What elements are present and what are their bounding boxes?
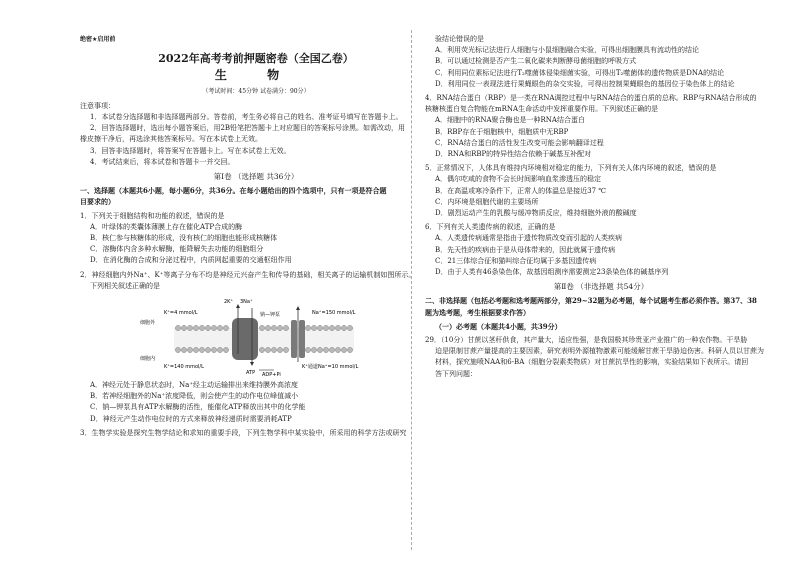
label-na-out: Na⁺=150 mmol/L — [312, 310, 356, 317]
k-channel-right — [299, 320, 305, 358]
label-k-out: K⁺=4 mmol/L — [164, 310, 198, 317]
part2-intro-cont: 题为选考题，考生根据要求作答） — [425, 307, 530, 317]
label-channel: K⁺通道 — [302, 364, 318, 371]
label-pump: 钠—钾泵 — [260, 312, 281, 319]
phospholipid-heads-top — [175, 325, 352, 330]
membrane-diagram — [138, 294, 378, 378]
exam-title: 2022年高考考前押题密卷（全国乙卷） — [158, 52, 354, 66]
q3-stem: 3．生物学实验是探究生物学结论和求知的重要手段，下列生物学科中某实验中，所采用的科学方法或研究 — [80, 428, 407, 437]
q4-option-d: D．RNA和RBP的特异性结合依赖于碱基互补配对 — [435, 150, 592, 159]
q3-option-a: A．利用荧光标记法进行人细胞与小鼠细胞融合实验，可得出细胞膜具有流动性的结论 — [435, 46, 700, 55]
label-k-in: K⁺=140 mmol/L — [164, 364, 204, 371]
label-2k: 2K⁺ — [224, 299, 234, 306]
q1-option-c: C．溶酶体内含多种水解酶，能降解失去功能的细胞组分 — [90, 245, 264, 254]
sodium-potassium-pump — [232, 318, 258, 360]
q5-option-a: A．偶尔吃咸的食物不会长时间影响血浆渗透压的稳定 — [435, 175, 602, 184]
subject-title: 生 物 — [214, 68, 298, 83]
part2-title: 第Ⅱ卷 （非选择题 共54分） — [553, 282, 649, 292]
label-na-in: Na⁺=10 mmol/L — [318, 364, 359, 371]
part1-title: 第Ⅰ卷 （选择题 共36分） — [213, 172, 299, 182]
part2-intro: 二、非选择题（包括必考题和选考题两部分，第29~32题为必考题，每个试题考生都必须作答。第37、38 — [425, 296, 757, 306]
note-item: 2．回答选择题时，选出每小题答案后，用2B铅笔把答题卡上对应题目的答案标号涂黑。如需改动，用 — [90, 124, 406, 133]
q4-option-b: B．RBP存在于细胞核中，细胞质中无RBP — [435, 127, 569, 136]
q29-line: 迫是限制甘蔗产量提高的主要因素，研究表明外源植物激素可能缓解甘蔗干旱胁迫伤害。科研人员以甘蔗为 — [435, 347, 764, 356]
note-item: 3．回答非选择题时，将答案写在答题卡上。写在本试卷上无效。 — [90, 146, 291, 155]
q5-option-d: D．剧烈运动产生的乳酸与缓冲物质反应，维持细胞外液的酸碱度 — [435, 209, 637, 218]
right-column — [425, 34, 777, 380]
q6-option-d: D．由于人类有46条染色体，故基因组测序需要测定23条染色体的碱基序列 — [435, 268, 669, 277]
q2-option-a: A．神经元处于静息状态时，Na⁺经主动运输排出来维持膜外高浓度 — [90, 381, 299, 390]
label-outside: 细胞外 — [140, 320, 156, 327]
q2-stem-cont: 下列相关叙述正确的是 — [90, 281, 160, 290]
exam-meta: （考试时间：45分钟 试卷满分：90分） — [202, 87, 310, 95]
k-channel-left — [291, 320, 297, 358]
q29-line: 29．（10分）甘蔗以茎秆供食，其产量大，适应性强，是我国极其珍贵亚产业推广的一种农作物。干旱胁 — [425, 336, 748, 345]
q6-option-c: C．21三体综合征和猫叫综合征均属于多基因遗传病 — [435, 256, 597, 265]
q1-option-a: A．叶绿体的类囊体薄膜上存在催化ATP合成的酶 — [90, 222, 243, 231]
q2-option-c: C．钠—钾泵具有ATP水解酶的活性，能催化ATP释放出其中的化学能 — [90, 403, 306, 412]
label-adp: ADP+Pi — [262, 372, 281, 379]
q6-option-a: A．人类遗传病通常是指由于遗传物质改变而引起的人类疾病 — [435, 234, 623, 243]
q5-option-b: B．在高温或寒冷条件下，正常人的体温总是接近37 ℃ — [435, 186, 607, 195]
q2-option-d: D．神经元产生动作电位时的方式来释放神经递质时需要消耗ATP — [90, 414, 292, 423]
q6-option-b: B．先天性的疾病由于是从母体带来的，因此就属于遗传病 — [435, 245, 616, 254]
q2-option-b: B．若神经细胞外的Na⁺浓度降低，则会使产生的动作电位峰值减小 — [90, 392, 299, 401]
q6-stem: 6．下列有关人类遗传病的叙述，正确的是 — [425, 223, 556, 232]
label-3na: 3Na⁺ — [240, 299, 253, 306]
q1-option-d: D．在消化酶的合成和分泌过程中，内质网起重要的交通枢纽作用 — [90, 256, 292, 265]
part1-intro-cont: 目要求的） — [80, 197, 115, 207]
q29-line: 材料，探究施喷NAA和6-BA（细胞分裂素类物质）对甘蔗抗旱性的影响，实验结果如下表所示。请回 — [435, 358, 749, 367]
membrane-figure — [80, 294, 432, 378]
q29-line: 答下列问题： — [435, 369, 477, 378]
q1-stem: 1．下列关于细胞结构和功能的叙述，错误的是 — [80, 211, 225, 220]
label-atp: ATP — [246, 370, 256, 377]
q3-stem-cont: 验结论错误的是 — [435, 35, 484, 43]
left-column — [80, 34, 432, 439]
q4-option-a: A．细胞中的RNA聚合酶也是一种RNA结合蛋白 — [435, 116, 585, 125]
notes-heading: 注意事项： — [80, 101, 115, 110]
q4-option-c: C．RNA结合蛋白的活性发生改变可能会影响翻译过程 — [435, 138, 604, 147]
q4-stem-cont: 核糖核蛋白复合物能在mRNA生命活动中发挥重要作用。下列叙述正确的是 — [425, 105, 659, 114]
part2-subsection: （一）必考题（本题共4小题，共39分） — [435, 321, 562, 331]
part1-intro: 一、选择题（本题共6小题，每小题6分，共36分。在每小题给出的四个选项中，只有一项是符合题 — [80, 186, 387, 196]
q5-stem: 5．正常情况下，人体具有维持内环境相对稳定的能力，下列有关人体内环境的叙述，错误的是 — [425, 164, 717, 173]
phospholipid-heads-bottom — [175, 347, 352, 352]
q5-option-c: C．内环境是细胞代谢的主要场所 — [435, 197, 539, 206]
label-inside: 细胞内 — [140, 356, 156, 363]
q3-option-c: C．利用同位素标记法进行T₂噬菌体侵染细菌实验，可得出T₂噬菌体的遗传物质是DNA的结论 — [435, 68, 725, 77]
secret-label: 绝密★启用前 — [80, 36, 116, 43]
q1-option-b: B．核仁参与核糖体的形成，没有核仁的细胞也能形成核糖体 — [90, 234, 278, 243]
note-item: 1．本试卷分选择题和非选择题两部分。答卷前，考生务必将自己的姓名、准考证号填写在答题卡上。 — [90, 113, 403, 122]
note-item: 橡皮擦干净后，再选涂其他答案标号。写在本试卷上无效。 — [80, 135, 262, 144]
note-item: 4．考试结束后，将本试卷和答题卡一并交回。 — [90, 157, 235, 166]
q3-option-d: D．利用同位一表现法进行果蝇眼色的杂交实验，可得出控制果蝇眼色的基因位于染色体上的结论 — [435, 79, 735, 88]
q2-stem: 2．神经细胞内外Na⁺、K⁺等离子分布不均是神经元兴奋产生和传导的基础，相关离子的运输机制如图所示。 — [80, 270, 416, 279]
q3-option-b: B．可以通过检测是否产生二氧化碳来判断酵母菌细胞的呼吸方式 — [435, 57, 637, 66]
q4-stem: 4．RNA结合蛋白（RBP）是一类在RNA调控过程中与RNA结合的蛋白质的总称。RBP与RNA结合形成的 — [425, 94, 757, 103]
